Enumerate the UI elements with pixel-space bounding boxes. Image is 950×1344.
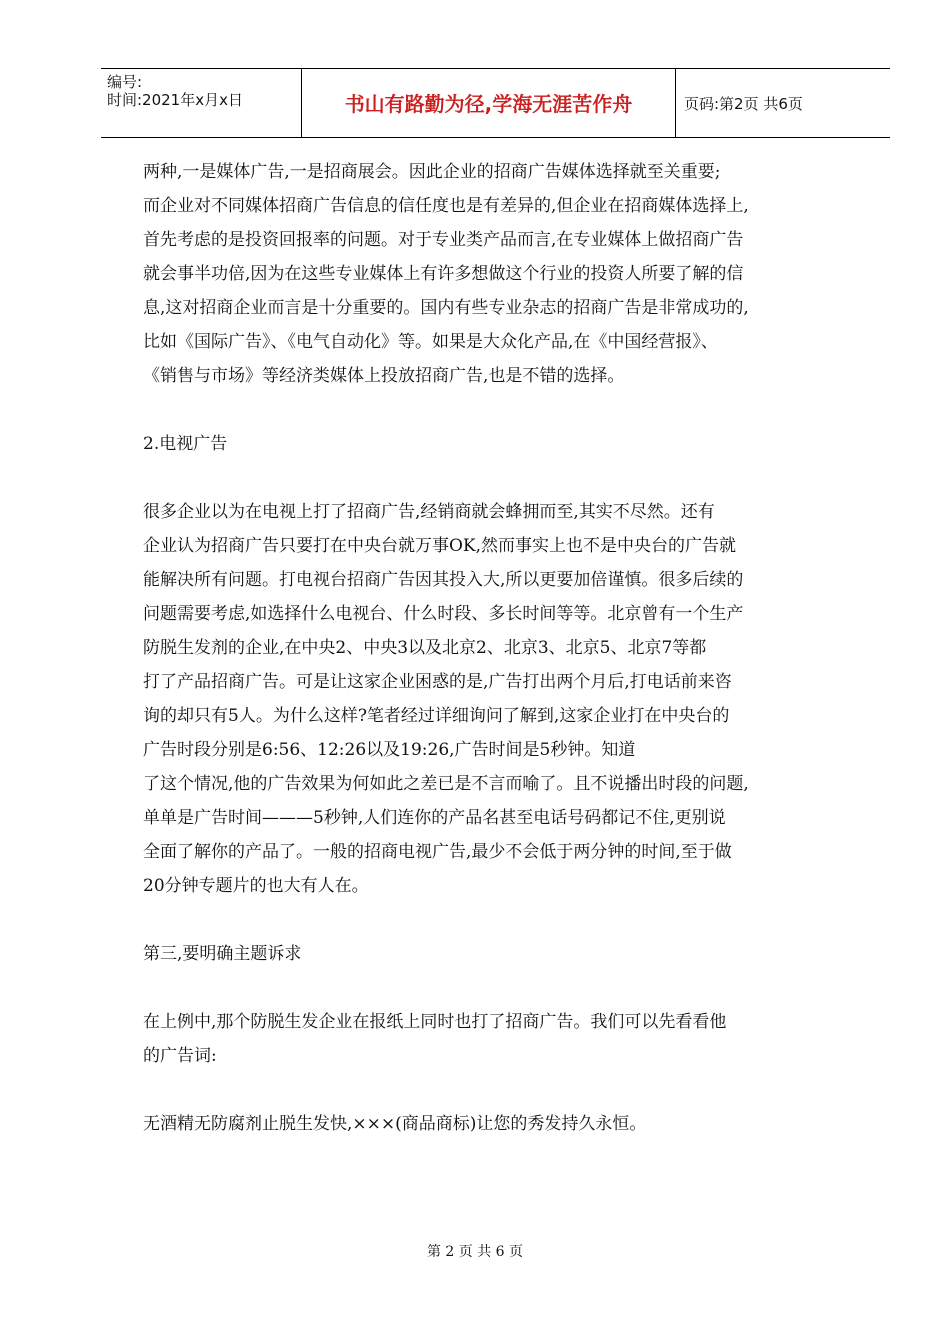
document-date-label: 时间:2021年x月x日 — [107, 91, 243, 109]
text-line: 20分钟专题片的也大有人在。 — [143, 876, 369, 896]
text-line: 的广告词: — [143, 1046, 217, 1066]
section-heading-theme-appeal: 第三,要明确主题诉求 — [143, 944, 302, 964]
text-line: 在上例中,那个防脱生发企业在报纸上同时也打了招商广告。我们可以先看看他 — [143, 1012, 727, 1032]
paragraph-example — [143, 1005, 823, 1073]
text-line: 两种,一是媒体广告,一是招商展会。因此企业的招商广告媒体选择就至关重要; — [143, 162, 721, 182]
paragraph-ad-slogan — [143, 1107, 823, 1141]
paragraph-tv-ads — [143, 495, 823, 903]
header-motto-cell — [301, 69, 676, 137]
document-header — [101, 68, 890, 138]
text-line: 问题需要考虑,如选择什么电视台、什么时段、多长时间等等。北京曾有一个生产 — [143, 604, 744, 624]
text-line: 了这个情况,他的广告效果为何如此之差已是不言而喻了。且不说播出时段的问题, — [143, 774, 749, 794]
text-line: 询的却只有5人。为什么这样?笔者经过详细询问了解到,这家企业打在中央台的 — [143, 706, 730, 726]
text-line: 比如《国际广告》、《电气自动化》等。如果是大众化产品,在《中国经营报》、 — [143, 332, 718, 352]
text-line: 首先考虑的是投资回报率的问题。对于专业类产品而言,在专业媒体上做招商广告 — [143, 230, 744, 250]
text-line: 而企业对不同媒体招商广告信息的信任度也是有差异的,但企业在招商媒体选择上, — [143, 196, 749, 216]
text-line: 能解决所有问题。打电视台招商广告因其投入大,所以更要加倍谨慎。很多后续的 — [143, 570, 744, 590]
text-line: 打了产品招商广告。可是让这家企业困惑的是,广告打出两个月后,打电话前来咨 — [143, 672, 732, 692]
footer-page-number: 第 2 页 共 6 页 — [426, 1244, 524, 1260]
document-number-label: 编号: — [107, 73, 143, 91]
text-line: 防脱生发剂的企业,在中央2、中央3以及北京2、北京3、北京5、北京7等都 — [143, 638, 707, 658]
text-line: 无酒精无防腐剂止脱生发快,×××(商品商标)让您的秀发持久永恒。 — [143, 1114, 647, 1134]
page-footer — [0, 1243, 950, 1261]
header-page-cell — [676, 69, 890, 137]
text-line: 广告时段分别是6:56、12:26以及19:26,广告时间是5秒钟。知道 — [143, 740, 636, 760]
text-line: 企业认为招商广告只要打在中央台就万事OK,然而事实上也不是中央台的广告就 — [143, 536, 737, 556]
text-line: 《销售与市场》等经济类媒体上投放招商广告,也是不错的选择。 — [143, 366, 625, 386]
header-motto: 书山有路勤为径,学海无涯苦作舟 — [344, 92, 633, 116]
header-page-info: 页码:第2页 共6页 — [684, 95, 803, 113]
text-line: 就会事半功倍,因为在这些专业媒体上有许多想做这个行业的投资人所要了解的信 — [143, 264, 744, 284]
text-line: 息,这对招商企业而言是十分重要的。国内有些专业杂志的招商广告是非常成功的, — [143, 298, 749, 318]
header-meta-cell — [101, 69, 301, 137]
section-heading-tv-ads: 2.电视广告 — [143, 434, 228, 454]
text-line: 单单是广告时间———5秒钟,人们连你的产品名甚至电话号码都记不住,更别说 — [143, 808, 726, 828]
text-line: 很多企业以为在电视上打了招商广告,经销商就会蜂拥而至,其实不尽然。还有 — [143, 502, 715, 522]
document-body — [143, 155, 823, 1141]
text-line: 全面了解你的产品了。一般的招商电视广告,最少不会低于两分钟的时间,至于做 — [143, 842, 732, 862]
paragraph-media-choice — [143, 155, 823, 393]
